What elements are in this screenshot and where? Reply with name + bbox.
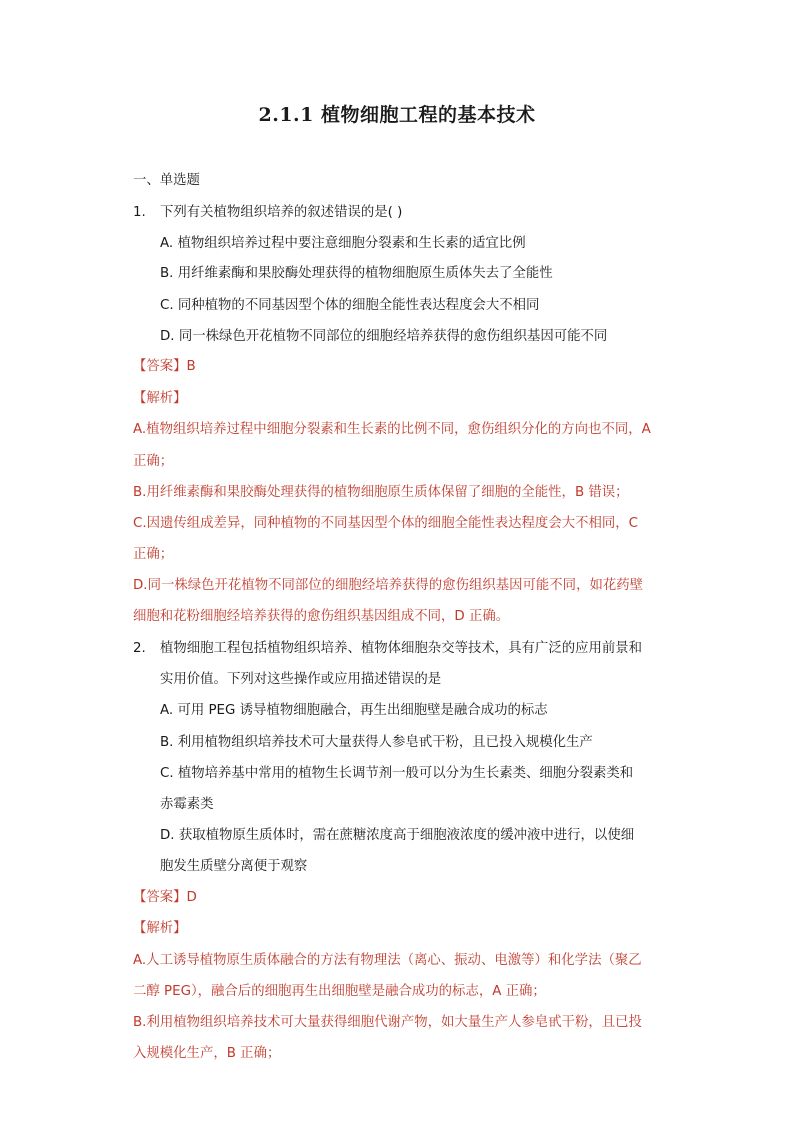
question-1-option-c: C. 同种植物的不同基因型个体的细胞全能性表达程度会大不相同 [160,298,540,313]
question-2-analysis-line: B.利用植物组织培养技术可大量获得细胞代谢产物，如大量生产人参皂甙干粉，且已投 [133,1015,642,1030]
question-2-analysis-line: 入规模化生产，B 正确； [133,1046,281,1061]
question-2-analysis-line: 二醇 PEG），融合后的细胞再生出细胞壁是融合成功的标志，A 正确； [133,984,546,999]
question-1-option-a: A. 植物组织培养过程中要注意细胞分裂素和生长素的适宜比例 [160,236,526,251]
question-1-option-d: D. 同一株绿色开花植物不同部位的细胞经培养获得的愈伤组织基因可能不同 [160,329,608,344]
question-2-stem: 植物细胞工程包括植物组织培养、植物体细胞杂交等技术，具有广泛的应用前景和 [160,641,643,656]
question-2-option-c-continued: 赤霉素类 [160,797,214,812]
question-2-option-d-continued: 胞发生质壁分离便于观察 [160,859,308,874]
question-2-option-a: A. 可用 PEG 诱导植物细胞融合，再生出细胞壁是融合成功的标志 [160,703,548,718]
question-1-analysis-line: D.同一株绿色开花植物不同部位的细胞经培养获得的愈伤组织基因可能不同，如花药壁 [133,578,644,593]
question-1-analysis-line: 正确； [133,547,174,562]
section-heading: 一、单选题 [133,173,200,188]
question-1-analysis-label: 【解析】 [133,391,187,406]
question-2-option-c: C. 植物培养基中常用的植物生长调节剂一般可以分为生长素类、细胞分裂素类和 [160,766,634,781]
question-2-answer: 【答案】D [133,890,197,905]
question-1-analysis-line: B.用纤维素酶和果胶酶处理获得的植物细胞原生质体保留了细胞的全能性，B 错误； [133,485,629,500]
page-title: 2.1.1 植物细胞工程的基本技术 [258,104,536,126]
question-1-stem: 下列有关植物组织培养的叙述错误的是( ) [160,205,403,220]
question-1-analysis-line: C.因遗传组成差异，同种植物的不同基因型个体的细胞全能性表达程度会大不相同，C [133,516,639,531]
question-1-analysis-line: 细胞和花粉细胞经培养获得的愈伤组织基因组成不同，D 正确。 [133,609,510,624]
question-2-analysis-label: 【解析】 [133,921,187,936]
question-2-number: 2. [133,641,146,656]
question-1-number: 1. [133,205,146,220]
question-1-analysis-line: A.植物组织培养过程中细胞分裂素和生长素的比例不同，愈伤组织分化的方向也不同，A [133,422,651,437]
question-1-answer: 【答案】B [133,359,196,374]
question-2-option-d: D. 获取植物原生质体时，需在蔗糖浓度高于细胞液浓度的缓冲液中进行，以使细 [160,828,635,843]
question-1-analysis-line: 正确； [133,454,174,469]
question-1-option-b: B. 用纤维素酶和果胶酶处理获得的植物细胞原生质体失去了全能性 [160,266,553,281]
question-2-analysis-line: A.人工诱导植物原生质体融合的方法有物理法（离心、振动、电激等）和化学法（聚乙 [133,953,642,968]
question-2-option-b: B. 利用植物组织培养技术可大量获得人参皂甙干粉，且已投入规模化生产 [160,735,593,750]
question-2-stem: 实用价值。下列对这些操作或应用描述错误的是 [160,672,442,687]
